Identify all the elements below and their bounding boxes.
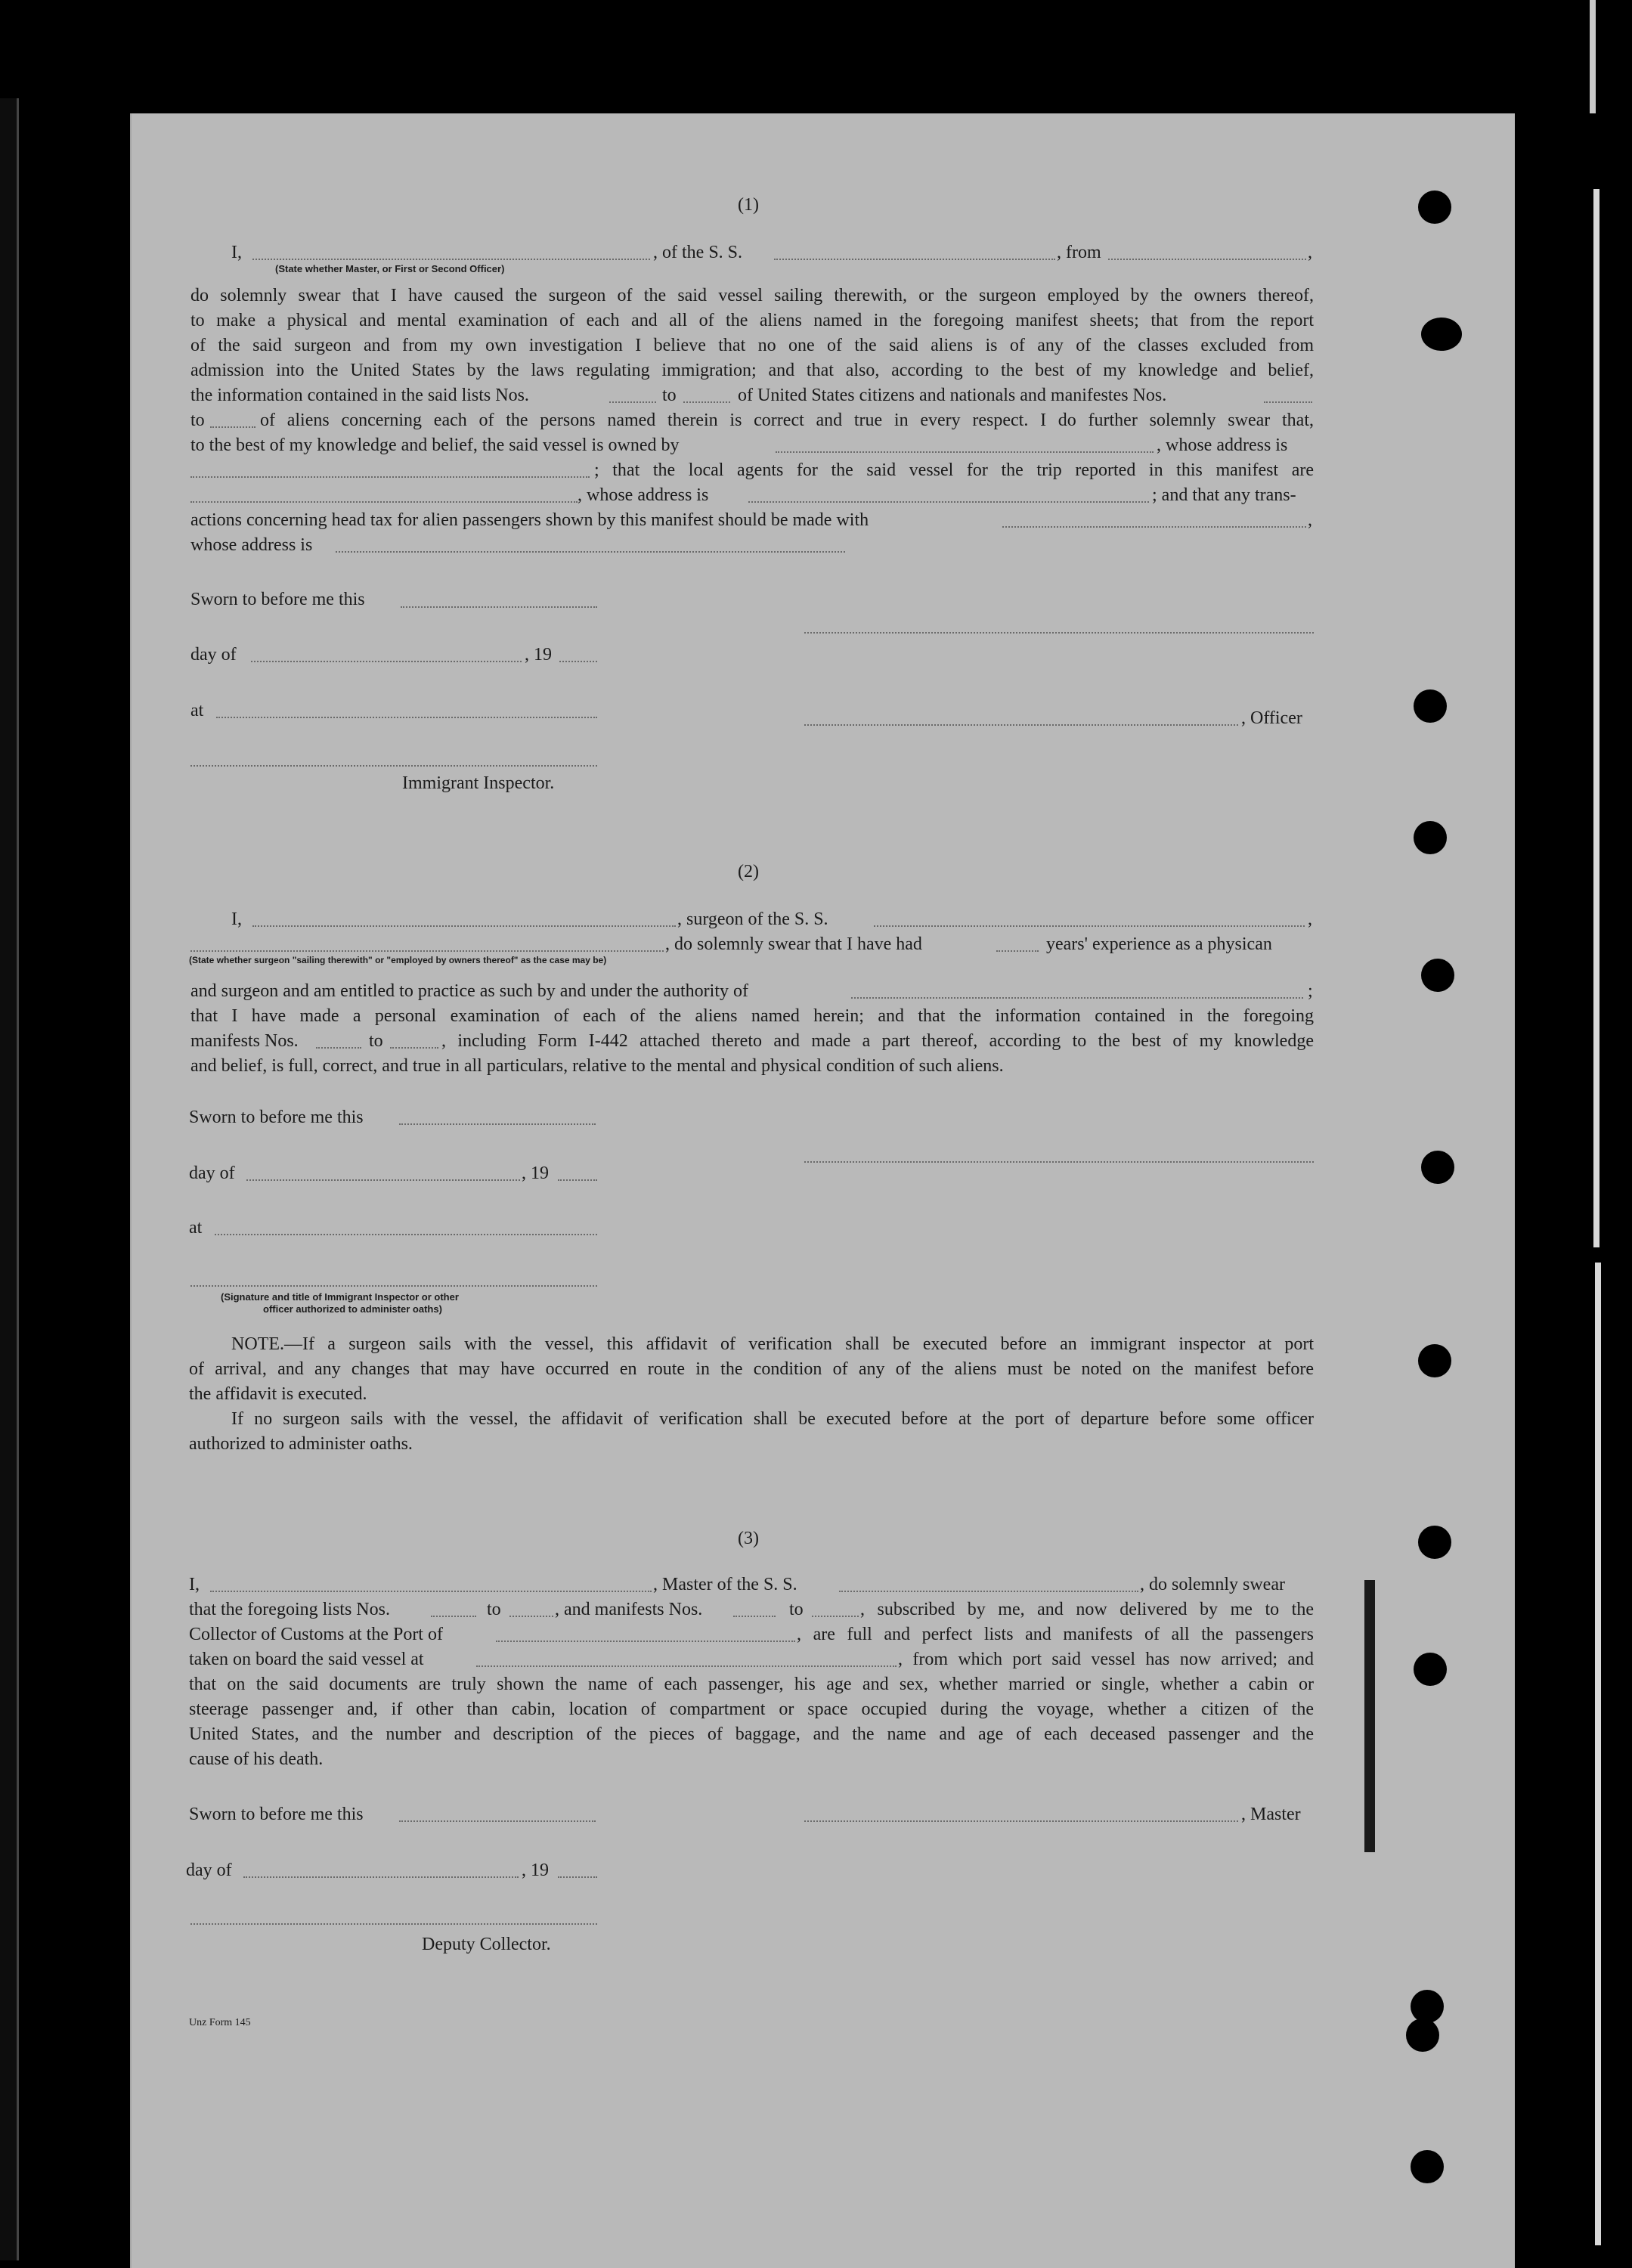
lists-label: that the foregoing lists Nos.	[189, 1600, 390, 1619]
section-3-heading: (3)	[738, 1529, 759, 1548]
master-name-field[interactable]	[210, 1591, 652, 1592]
sworn-day-field[interactable]	[399, 1820, 596, 1822]
manifests-to-field[interactable]	[390, 1047, 438, 1049]
year-field[interactable]	[559, 661, 597, 662]
head-tax-label: actions concerning head tax for alien passengers shown by this manifest should be made with	[190, 510, 869, 530]
punch-hole	[1418, 1526, 1451, 1559]
years-field[interactable]	[996, 950, 1039, 952]
comma: ,	[1308, 909, 1312, 929]
to-label: to	[662, 386, 677, 405]
surgeon-note: (State whether surgeon "sailing therewith" or "employed by owners thereof" as the case may be)	[189, 955, 607, 965]
day-of-label: day of	[189, 1163, 235, 1183]
film-edge-left	[0, 98, 19, 2260]
punch-hole	[1421, 959, 1454, 992]
oath-text-line: steerage passenger and, if other than cabin, location of compartment or space occupied during the voyage, whether a citizen of the	[189, 1699, 1314, 1719]
of-ss-label: , of the S. S.	[653, 243, 743, 262]
authority-field[interactable]	[851, 997, 1303, 999]
oath-text-line: , subscribed by me, and now delivered by me to the	[860, 1600, 1314, 1619]
note-text: If no surgeon sails with the vessel, the affidavit of verification shall be executed before at the port of departure before some officer	[231, 1409, 1314, 1429]
month-field[interactable]	[243, 1876, 519, 1878]
manifests-to-field[interactable]	[812, 1616, 859, 1617]
to-label: to	[369, 1031, 383, 1051]
punch-hole	[1418, 191, 1451, 224]
swear-label: , do solemnly swear that I have had	[665, 934, 922, 954]
sworn-day-field[interactable]	[401, 606, 597, 608]
manifests-from-field[interactable]	[1264, 401, 1312, 403]
inspector-signature-field[interactable]	[190, 1285, 597, 1287]
manifests-to-field[interactable]	[210, 426, 255, 428]
year-label: , 19	[522, 1163, 549, 1183]
note-text: the affidavit is executed.	[189, 1384, 367, 1404]
port-label: Collector of Customs at the Port of	[189, 1625, 443, 1644]
form-number: Unz Form 145	[189, 2017, 251, 2028]
master-signature-field[interactable]	[804, 1820, 1238, 1822]
lists-label: the information contained in the said lists Nos.	[190, 386, 529, 405]
authority-label: and surgeon and am entitled to practice as such by and under the authority of	[190, 981, 748, 1001]
month-field[interactable]	[251, 661, 522, 662]
signature-note: (Signature and title of Immigrant Inspector or other	[221, 1291, 459, 1303]
agents-label: ; that the local agents for the said vessel for the trip reported in this manifest are	[594, 460, 1314, 480]
punch-hole	[1418, 1344, 1451, 1377]
master-of-label: , Master of the S. S.	[653, 1575, 797, 1594]
head-tax-field[interactable]	[1002, 526, 1306, 528]
month-field[interactable]	[246, 1179, 520, 1181]
year-field[interactable]	[558, 1876, 597, 1878]
oath-text-line: admission into the United States by the laws regulating immigration; and that also, according to the best of my knowledge and belief,	[190, 361, 1314, 380]
sworn-label: Sworn to before me this	[189, 1108, 364, 1127]
punch-hole	[1421, 318, 1462, 351]
year-field[interactable]	[558, 1179, 597, 1181]
manifests-label: manifests Nos.	[190, 1031, 299, 1051]
at-label: at	[190, 701, 204, 720]
agents-field[interactable]	[190, 501, 578, 503]
surgeon-status-field[interactable]	[190, 950, 664, 952]
departure-port-field[interactable]	[476, 1665, 897, 1667]
officer-label: , Officer	[1241, 708, 1302, 728]
surgeon-of-label: , surgeon of the S. S.	[677, 909, 828, 929]
oath-text-line: do solemnly swear that I have caused the surgeon of the said vessel sailing therewith, or the surgeon employed by the owners thereof,	[190, 286, 1314, 305]
punch-hole	[1414, 689, 1447, 723]
oath-prefix: I,	[189, 1575, 200, 1594]
collector-signature-field[interactable]	[190, 1923, 597, 1925]
comma: ,	[1308, 243, 1312, 262]
sworn-day-field[interactable]	[399, 1123, 596, 1125]
address-label: , whose address is	[1157, 435, 1288, 455]
surgeon-signature-field[interactable]	[804, 1161, 1314, 1163]
section-2-heading: (2)	[738, 862, 759, 881]
officer-note: (State whether Master, or First or Second Officer)	[275, 263, 505, 274]
lists-to-field[interactable]	[683, 401, 730, 403]
punch-hole	[1406, 2019, 1439, 2052]
years-label: years' experience as a physican	[1046, 934, 1272, 954]
oath-text-line: that I have made a personal examination of each of the aliens named herein; and that the information contained in the foregoing	[190, 1006, 1314, 1026]
oath-text-line: , from which port said vessel has now arrived; and	[898, 1650, 1314, 1669]
oath-text-line: of the said surgeon and from my own investigation I believe that no one of the said aliens is of any of the classes excluded from	[190, 336, 1314, 355]
at-label: at	[189, 1218, 203, 1238]
year-label: , 19	[525, 645, 552, 665]
manifests-from-field[interactable]	[316, 1047, 361, 1049]
port-field[interactable]	[496, 1641, 795, 1642]
year-label: , 19	[522, 1861, 549, 1880]
transactions-label: ; and that any trans-	[1152, 485, 1296, 505]
signature-note: officer authorized to administer oaths)	[263, 1303, 442, 1315]
oath-text-line: , including Form I-442 attached thereto and made a part thereof, according to the best of my knowledge	[441, 1031, 1314, 1051]
address-label: whose address is	[190, 535, 313, 555]
oath-text-line: United States, and the number and description of the pieces of baggage, and the name and age of each deceased passenger and the	[189, 1724, 1314, 1744]
collector-label: Deputy Collector.	[422, 1935, 551, 1954]
day-of-label: day of	[186, 1861, 232, 1880]
vessel-name-field[interactable]	[839, 1591, 1138, 1592]
to-label: to	[190, 411, 205, 430]
to-label: to	[789, 1600, 804, 1619]
section-1-heading: (1)	[738, 195, 759, 215]
manifests-label: of United States citizens and nationals and manifestes Nos.	[738, 386, 1167, 405]
oath-text-line: of aliens concerning each of the persons named therein is correct and true in every respect. I do further solemnly swear that,	[260, 411, 1314, 430]
owner-field[interactable]	[776, 451, 1154, 453]
agents-address-field[interactable]	[748, 501, 1149, 503]
owner-address-field[interactable]	[190, 476, 590, 478]
punch-hole	[1411, 2150, 1444, 2183]
note-text: authorized to administer oaths.	[189, 1434, 413, 1454]
surgeon-name-field[interactable]	[252, 925, 676, 927]
film-edge-right-lower	[1595, 1263, 1601, 2245]
address-label: , whose address is	[578, 485, 709, 505]
manifests-label: , and manifests Nos.	[555, 1600, 703, 1619]
swear-label: , do solemnly swear	[1140, 1575, 1285, 1594]
vessel-name-field[interactable]	[874, 925, 1305, 927]
note-text: of arrival, and any changes that may have occurred en route in the condition of any of the aliens must be noted on the manifest before	[189, 1359, 1314, 1379]
oath-text-line: cause of his death.	[189, 1749, 324, 1769]
lists-to-field[interactable]	[509, 1616, 553, 1617]
from-port-field[interactable]	[1108, 259, 1306, 260]
note-text: NOTE.—If a surgeon sails with the vessel, this affidavit of verification shall be executed before an immigrant inspector at port	[231, 1334, 1314, 1354]
semicolon: ;	[1308, 981, 1313, 1001]
oath-text-line: , are full and perfect lists and manifests of all the passengers	[797, 1625, 1314, 1644]
inspector-label: Immigrant Inspector.	[402, 773, 555, 793]
film-edge-right-long	[1593, 189, 1599, 1247]
manifests-from-field[interactable]	[733, 1616, 776, 1617]
to-label: to	[487, 1600, 501, 1619]
head-tax-address-field[interactable]	[336, 551, 845, 553]
oath-prefix: I,	[231, 243, 242, 262]
port-of-departure-label: taken on board the said vessel at	[189, 1650, 424, 1669]
vessel-name-field[interactable]	[774, 259, 1055, 260]
oath-text-line: and belief, is full, correct, and true in all particulars, relative to the mental and physical condition of such aliens.	[190, 1056, 1004, 1076]
oath-text-line: to make a physical and mental examination of each and all of the aliens named in the foregoing manifest sheets; that from the report	[190, 311, 1314, 330]
master-label: , Master	[1241, 1805, 1301, 1824]
lists-from-field[interactable]	[609, 401, 656, 403]
from-label: , from	[1057, 243, 1101, 262]
margin-mark	[1364, 1580, 1375, 1852]
owner-label: to the best of my knowledge and belief, the said vessel is owned by	[190, 435, 680, 455]
officer-name-field[interactable]	[252, 259, 650, 260]
film-edge-right	[1590, 0, 1596, 113]
oath-prefix: I,	[231, 909, 242, 929]
at-place-field[interactable]	[216, 717, 597, 718]
oath-text-line: that on the said documents are truly shown the name of each passenger, his age and sex, whether married or single, whether a cabin or	[189, 1675, 1314, 1694]
inspector-signature-field[interactable]	[190, 765, 597, 767]
punch-hole	[1411, 1990, 1444, 2023]
sworn-label: Sworn to before me this	[190, 590, 365, 609]
punch-hole	[1414, 1653, 1447, 1686]
lists-from-field[interactable]	[431, 1616, 476, 1617]
at-place-field[interactable]	[215, 1234, 597, 1235]
officer-title-field[interactable]	[804, 724, 1238, 726]
day-of-label: day of	[190, 645, 237, 665]
comma: ,	[1308, 510, 1312, 530]
officer-signature-field[interactable]	[804, 632, 1314, 634]
punch-hole	[1414, 821, 1447, 854]
sworn-label: Sworn to before me this	[189, 1805, 364, 1824]
punch-hole	[1421, 1151, 1454, 1184]
